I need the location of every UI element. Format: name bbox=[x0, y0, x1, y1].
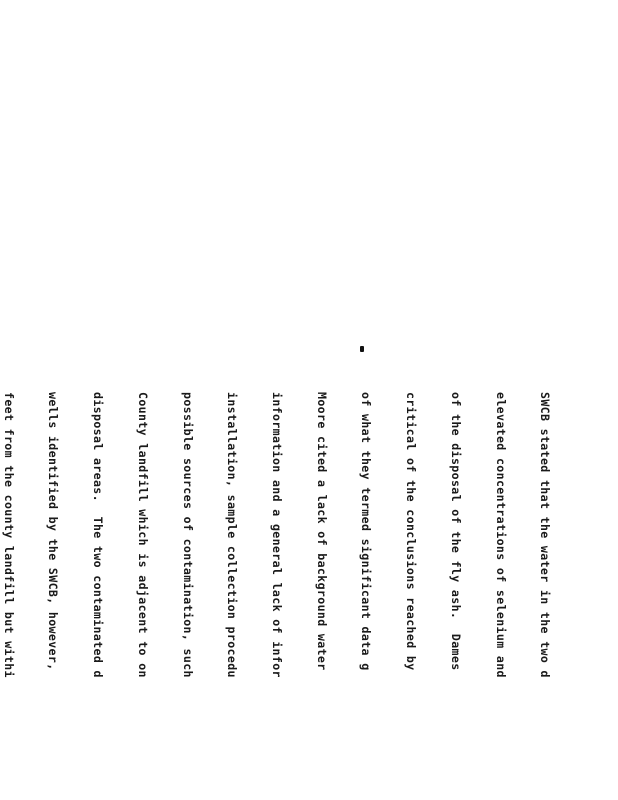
text-line: elevated concentrations of selenium and bbox=[493, 392, 508, 678]
text-line: wells identified by the SWCB, however, bbox=[46, 392, 61, 671]
paragraph-1 bbox=[0, 392, 582, 800]
text-line: County landfill which is adjacent to on bbox=[135, 392, 150, 678]
text-line: critical of the conclusions reached by bbox=[404, 392, 419, 671]
text-line: of what they termed significant data g bbox=[359, 392, 374, 671]
text-line: installation, sample collection procedu bbox=[225, 392, 240, 678]
rotated-text-block bbox=[0, 392, 612, 800]
text-line: of the disposal of the fly ash. Dames bbox=[448, 392, 463, 671]
text-line: information and a general lack of infor bbox=[270, 392, 285, 678]
text-line: disposal areas. The two contaminated d bbox=[91, 392, 106, 678]
text-line: SWCB stated that the water in the two d bbox=[538, 392, 553, 678]
scan-speck bbox=[360, 346, 364, 352]
text-line: Moore cited a lack of background water bbox=[314, 392, 329, 671]
text-line: feet from the county landfill but withi bbox=[1, 392, 16, 678]
text-line: possible sources of contamination, such bbox=[180, 392, 195, 678]
